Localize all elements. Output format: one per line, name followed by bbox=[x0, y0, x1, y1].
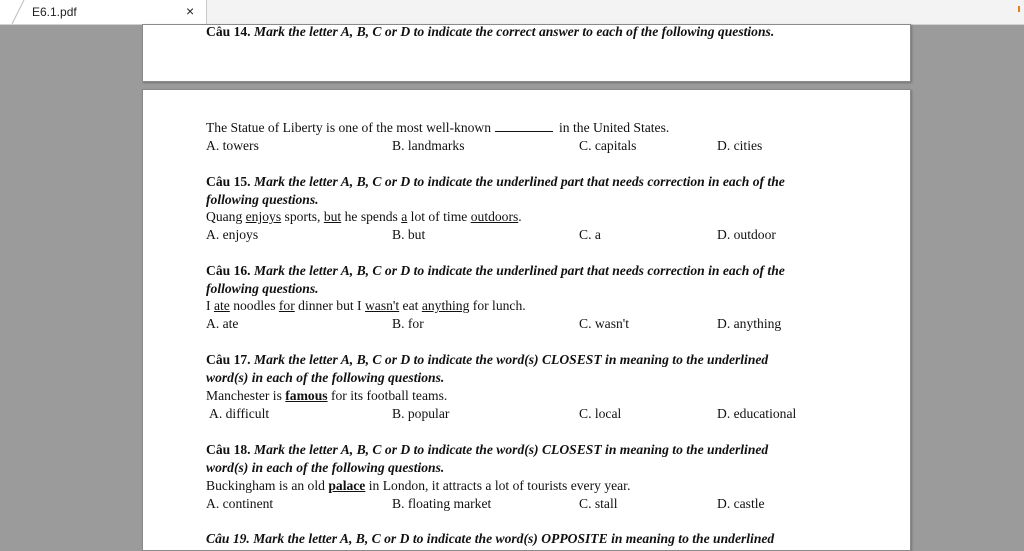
q18-option-b: B. floating market bbox=[392, 496, 492, 511]
pdf-page-2 bbox=[142, 89, 911, 551]
document-tab[interactable] bbox=[0, 0, 207, 24]
q18-option-a: A. continent bbox=[206, 496, 274, 511]
q17-option-a: A. difficult bbox=[209, 406, 270, 421]
q16-option-a: A. ate bbox=[206, 316, 239, 331]
q15-option-b: B. but bbox=[392, 227, 426, 242]
q14-option-d: D. cities bbox=[717, 138, 763, 153]
q17-sentence: Manchester is famous for its football teams. bbox=[206, 388, 448, 403]
q14-stem: The Statue of Liberty is one of the most well-known in the United States. bbox=[206, 120, 670, 135]
q18-option-d: D. castle bbox=[717, 496, 765, 511]
q16-sentence: I ate noodles for dinner but I wasn't eat anything for lunch. bbox=[206, 298, 526, 313]
q14-option-b: B. landmarks bbox=[392, 138, 465, 153]
q17-option-b: B. popular bbox=[392, 406, 450, 421]
q14-instruction: Câu 14. Mark the letter A, B, C or D to indicate the correct answer to each of the following questions. bbox=[206, 24, 775, 39]
q18-option-c: C. stall bbox=[579, 496, 618, 511]
q18-instruction-cont: word(s) in each of the following questions. bbox=[206, 460, 445, 475]
tab-bar bbox=[0, 0, 1024, 25]
q15-instruction: Câu 15. Mark the letter A, B, C or D to indicate the underlined part that needs correction in each of the bbox=[206, 174, 785, 189]
q16-option-c: C. wasn't bbox=[579, 316, 630, 331]
q17-instruction-cont: word(s) in each of the following questions. bbox=[206, 370, 445, 385]
q14-option-c: C. capitals bbox=[579, 138, 637, 153]
q15-option-a: A. enjoys bbox=[206, 227, 259, 242]
q14-option-a: A. towers bbox=[206, 138, 259, 153]
close-icon[interactable]: × bbox=[186, 3, 195, 19]
q17-option-c: C. local bbox=[579, 406, 622, 421]
q19-instruction-partial: Câu 19. Mark the letter A, B, C or D to indicate the word(s) OPPOSITE in meaning to the underlined bbox=[206, 531, 775, 546]
q18-sentence: Buckingham is an old palace in London, it attracts a lot of tourists every year. bbox=[206, 478, 631, 493]
q17-option-d: D. educational bbox=[717, 406, 797, 421]
q16-option-d: D. anything bbox=[717, 316, 782, 331]
q15-sentence: Quang enjoys sports, but he spends a lot of time outdoors. bbox=[206, 209, 522, 224]
tab-title: E6.1.pdf bbox=[32, 5, 77, 19]
q16-option-b: B. for bbox=[392, 316, 424, 331]
window-indicator bbox=[1018, 6, 1020, 12]
q16-instruction-cont: following questions. bbox=[206, 281, 319, 296]
answer-blank bbox=[495, 120, 553, 132]
pdf-page-1 bbox=[142, 24, 911, 82]
q16-instruction: Câu 16. Mark the letter A, B, C or D to indicate the underlined part that needs correction in each of the bbox=[206, 263, 785, 278]
tab-edge-icon bbox=[10, 0, 28, 24]
q17-instruction: Câu 17. Mark the letter A, B, C or D to indicate the word(s) CLOSEST in meaning to the underlined bbox=[206, 352, 769, 367]
q15-option-d: D. outdoor bbox=[717, 227, 776, 242]
q15-option-c: C. a bbox=[579, 227, 601, 242]
q18-instruction: Câu 18. Mark the letter A, B, C or D to indicate the word(s) CLOSEST in meaning to the underlined bbox=[206, 442, 769, 457]
q15-instruction-cont: following questions. bbox=[206, 192, 319, 207]
